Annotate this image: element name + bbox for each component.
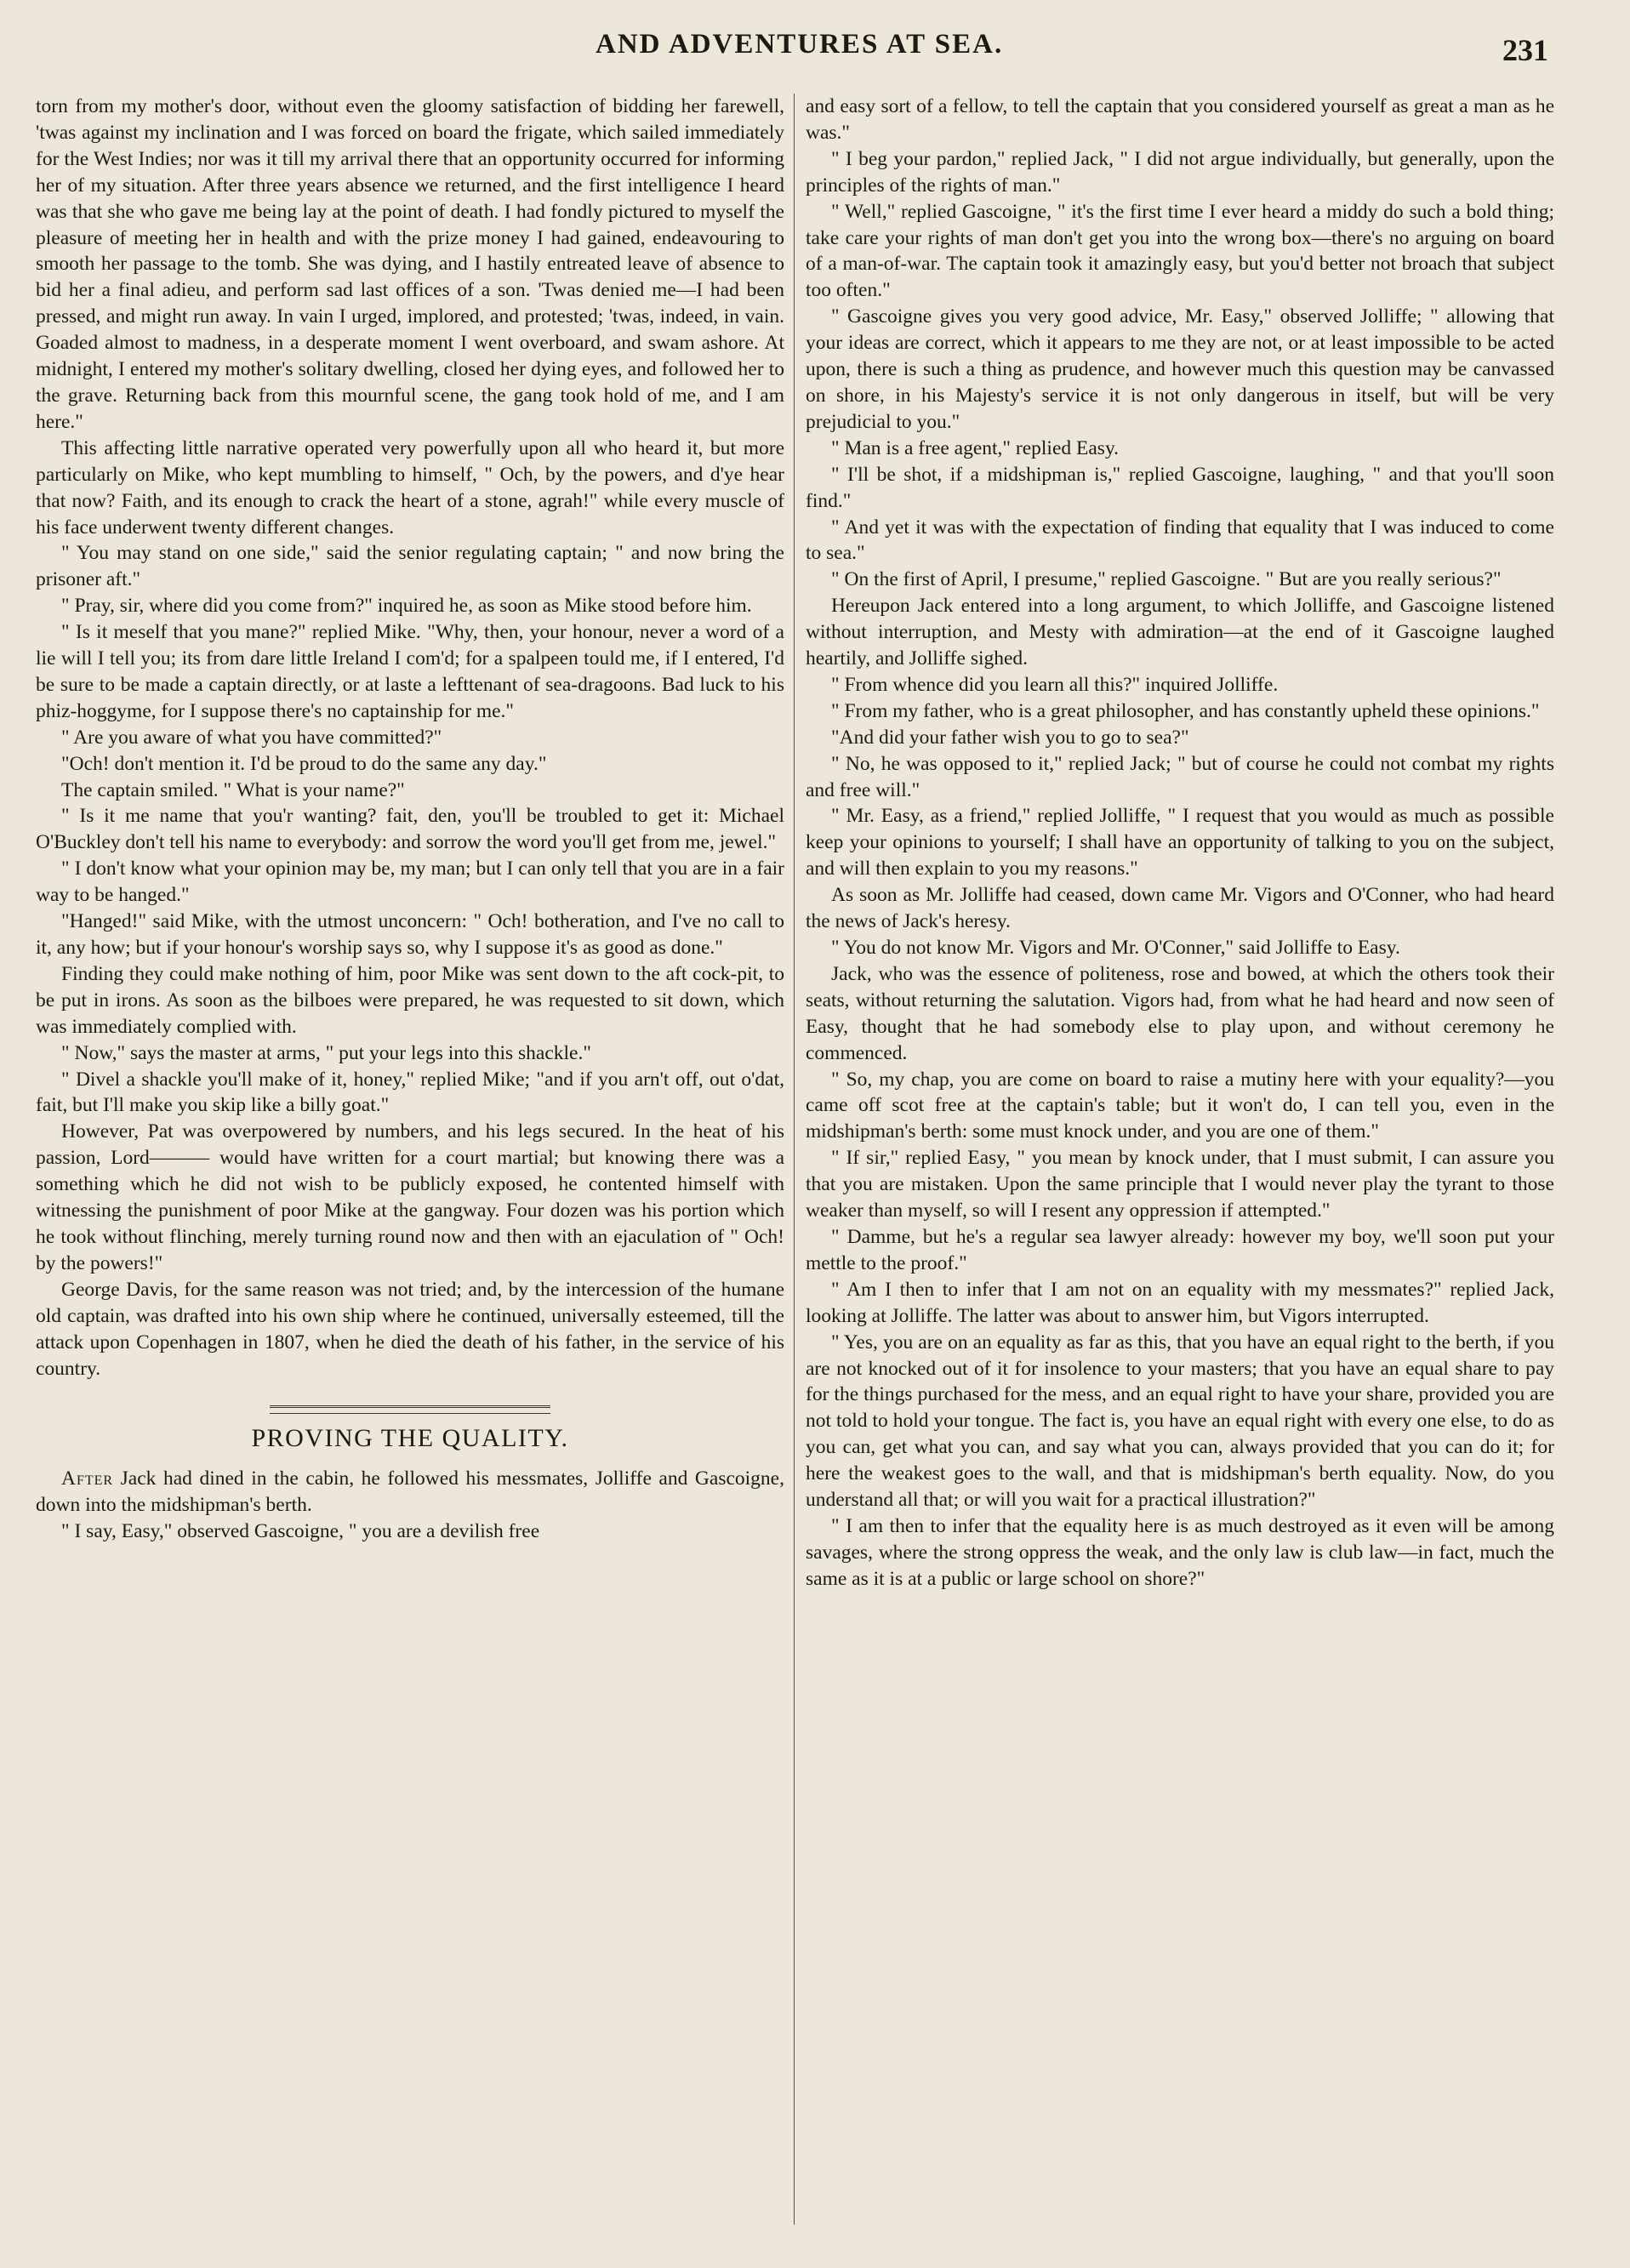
right-column xyxy=(806,94,1554,2237)
paragraph: " Well," replied Gascoigne, " it's the first time I ever heard a middy do such a bold thing; take care your rights of man don't get you into the wrong box—there's no arguing on board of a man-of-war. The captain took it amazingly easy, but you'd better not broach that subject too often." xyxy=(806,200,1554,302)
paragraph: " Divel a shackle you'll make of it, honey," replied Mike; "and if you arn't off, out o'dat, fait, but I'll make you skip like a billy goat." xyxy=(36,1068,784,1117)
paragraph: " I am then to infer that the equality here is as much destroyed as it even will be among savages, where the strong oppress the weak, and the only law is club law—in fact, much the same as it is at a public or large school on shore?" xyxy=(806,1514,1554,1590)
paragraph: "Och! don't mention it. I'd be proud to do the same any day." xyxy=(61,752,547,775)
running-title: AND ADVENTURES AT SEA. xyxy=(596,29,1004,60)
paragraph: " Pray, sir, where did you come from?" inquired he, as soon as Mike stood before him. xyxy=(61,595,752,618)
paragraph: " Mr. Easy, as a friend," replied Jolliffe, " I request that you would as much as possible keep your opinions to yourself; I shall have an opportunity of talking to you on the subject, and will then explain to you my reasons." xyxy=(806,805,1554,880)
section-divider xyxy=(270,1405,550,1414)
paragraph: " Damme, but he's a regular sea lawyer already: however my boy, we'll soon put your mettle to the proof." xyxy=(806,1225,1554,1274)
paragraph: " Is it me name that you'r wanting? fait, den, you'll be troubled to get it: Michael O'Buckley don't tell his name to everybody: and sorrow the word you'll get from me, jewel." xyxy=(36,805,784,854)
paragraph: " I say, Easy," observed Gascoigne, " you are a devilish free xyxy=(61,1520,540,1543)
paragraph: Jack, who was the essence of politeness, rose and bowed, at which the others took their seats, without returning the salutation. Vigors had, from what he had heard and now seen of Easy, thought that he had somebody else to play upon, and without ceremony he commenced. xyxy=(806,962,1554,1064)
paragraph: " Now," says the master at arms, " put your legs into this shackle." xyxy=(61,1041,591,1064)
paragraph-text: Jack had dined in the cabin, he followed his messmates, Jolliffe and Gascoigne, down into the midshipman's berth. xyxy=(36,1467,784,1517)
paragraph xyxy=(36,1466,784,1519)
paragraph: The captain smiled. " What is your name?" xyxy=(61,778,405,801)
page-number: 231 xyxy=(1502,33,1548,67)
paragraph: torn from my mother's door, without even the gloomy satisfaction of bidding her farewell, 'twas against my inclination and I was forced on board the frigate, which sailed immediately for the West Indies; nor was it till my arrival there that an opportunity occurred for informing her of my situation. After three years absence we returned, and the first intelligence I heard was that she who gave me being lay at the point of death. I had fondly pictured to myself the pleasure of meeting her in health and with the prize money I had gained, endeavouring to smooth her passage to the tomb. She was dying, and I hastily entreated leave of absence to bid her a final adieu, and perform sad last offices of a son. 'Twas denied me—I had been pressed, and might run away. In vain I urged, implored, and protested; 'twas, indeed, in vain. Goaded almost to madness, in a desperate moment I went overboard, and swam ashore. At midnight, I entered my mother's solitary dwelling, closed her dying eyes, and followed her to the grave. Returning back from this mournful scene, the gang took hold of me, and I am here." xyxy=(36,95,784,433)
paragraph: "And did your father wish you to go to sea?" xyxy=(831,726,1189,749)
paragraph: and easy sort of a fellow, to tell the captain that you considered yourself as great a man as he was." xyxy=(806,95,1554,144)
paragraph: " Gascoigne gives you very good advice, Mr. Easy," observed Jolliffe; " allowing that your ideas are correct, which it appears to me they are not, or at least impossible to be acted upon, there is such a thing as prudence, and however much this question may be canvassed on shore, in his Majesty's service it is not only dangerous in itself, but will be very prejudicial to you." xyxy=(806,305,1554,433)
paragraph: " Am I then to infer that I am not on an equality with my messmates?" replied Jack, looking at Jolliffe. The latter was about to answer him, but Vigors interrupted. xyxy=(806,1278,1554,1327)
paragraph: " From my father, who is a great philosopher, and has constantly upheld these opinions." xyxy=(831,699,1540,722)
paragraph: Finding they could make nothing of him, poor Mike was sent down to the aft cock-pit, to be put in irons. As soon as the bilboes were prepared, he was requested to sit down, which was immediately complied with. xyxy=(36,962,784,1038)
paragraph: " I beg your pardon," replied Jack, " I did not argue individually, but generally, upon the principles of the rights of man." xyxy=(806,147,1554,197)
paragraph: " Is it meself that you mane?" replied Mike. "Why, then, your honour, never a word of a lie will I tell you; its from dare little Ireland I com'd; for a spalpeen tould me, if I entered, I'd be sure to be made a captain directly, or at laste a lefttenant of sea-dragoons. Bad luck to his phiz-hoggyme, for I suppose there's no captainship for me." xyxy=(36,621,784,722)
paragraph: " If sir," replied Easy, " you mean by knock under, that I must submit, I can assure you that you are mistaken. Upon the same principle that I would never play the tyrant to those weaker than myself, so will I resent any oppression if attempted." xyxy=(806,1147,1554,1222)
paragraph: "Hanged!" said Mike, with the utmost unconcern: " Och! botheration, and I've no call to it, any how; but if your honour's worship says so, why I suppose it's as good as done." xyxy=(36,910,784,959)
paragraph: " Are you aware of what you have committed?" xyxy=(61,726,442,749)
paragraph: " From whence did you learn all this?" inquired Jolliffe. xyxy=(831,673,1279,696)
paragraph: " You may stand on one side," said the senior regulating captain; " and now bring the prisoner aft." xyxy=(36,542,784,591)
paragraph: However, Pat was overpowered by numbers, and his legs secured. In the heat of his passion, Lord——— would have written for a court martial; but knowing there was a something which he did not wish to be publicly exposed, he contented himself with witnessing the punishment of poor Mike at the gangway. Four dozen was his portion which he took without flinching, merely turning round now and then with an ejaculation of " Och! by the powers!" xyxy=(36,1120,784,1274)
paragraph: " You do not know Mr. Vigors and Mr. O'Conner," said Jolliffe to Easy. xyxy=(831,937,1400,959)
column-rule xyxy=(794,94,795,2225)
lead-word: After xyxy=(61,1467,114,1490)
running-header xyxy=(0,24,1630,75)
paragraph: " So, my chap, you are come on board to raise a mutiny here with your equality?—you came off scot free at the captain's table; but it won't do, I can tell you, even in the midshipman's berth: some must knock under, and you are one of them." xyxy=(806,1068,1554,1143)
paragraph: Hereupon Jack entered into a long argument, to which Jolliffe, and Gascoigne listened without interruption, and Mesty with admiration—at the end of it Gascoigne laughed heartily, and Jolliffe sighed. xyxy=(806,595,1554,670)
paragraph: " And yet it was with the expectation of finding that equality that I was induced to come to sea." xyxy=(806,516,1554,565)
paragraph: This affecting little narrative operated very powerfully upon all who heard it, but more particularly on Mike, who kept mumbling to himself, " Och, by the powers, and d'ye hear that now? Faith, and its enough to crack the heart of a stone, agrah!" while every muscle of his face underwent twenty different changes. xyxy=(36,436,784,539)
paragraph: " I'll be shot, if a midshipman is," replied Gascoigne, laughing, " and that you'll soon find." xyxy=(806,463,1554,512)
paragraph: As soon as Mr. Jolliffe had ceased, down came Mr. Vigors and O'Conner, who had heard the news of Jack's heresy. xyxy=(806,884,1554,933)
paragraph: " I don't know what your opinion may be, my man; but I can only tell that you are in a fair way to be hanged." xyxy=(36,858,784,907)
paragraph: " Man is a free agent," replied Easy. xyxy=(831,436,1120,459)
paragraph: " On the first of April, I presume," replied Gascoigne. " But are you really serious?" xyxy=(831,568,1502,591)
paragraph: " Yes, you are on an equality as far as this, that you have an equal right to the berth, if you are not knocked out of it for insolence to your masters; that you have an equal share to pay for the things purchased for the mess, and an equal right to have your share, provided you are not told to hold your tongue. The fact is, you have an equal right with every one else, to do as you can, get what you can, and say what you can, always provided that you can do it; for here the weakest goes to the wall, and that is midshipman's berth equality. Now, do you understand all that; or will you wait for a practical illustration?" xyxy=(806,1331,1554,1512)
paragraph: " No, he was opposed to it," replied Jack; " but of course he could not combat my rights and free will." xyxy=(806,752,1554,801)
section-heading: PROVING THE QUALITY. xyxy=(251,1424,569,1453)
left-column xyxy=(36,94,784,2237)
paragraph: George Davis, for the same reason was not tried; and, by the intercession of the humane old captain, was drafted into his own ship where he continued, universally esteemed, till the attack upon Copenhagen in 1807, when he died the death of his father, in the service of his country. xyxy=(36,1278,784,1380)
